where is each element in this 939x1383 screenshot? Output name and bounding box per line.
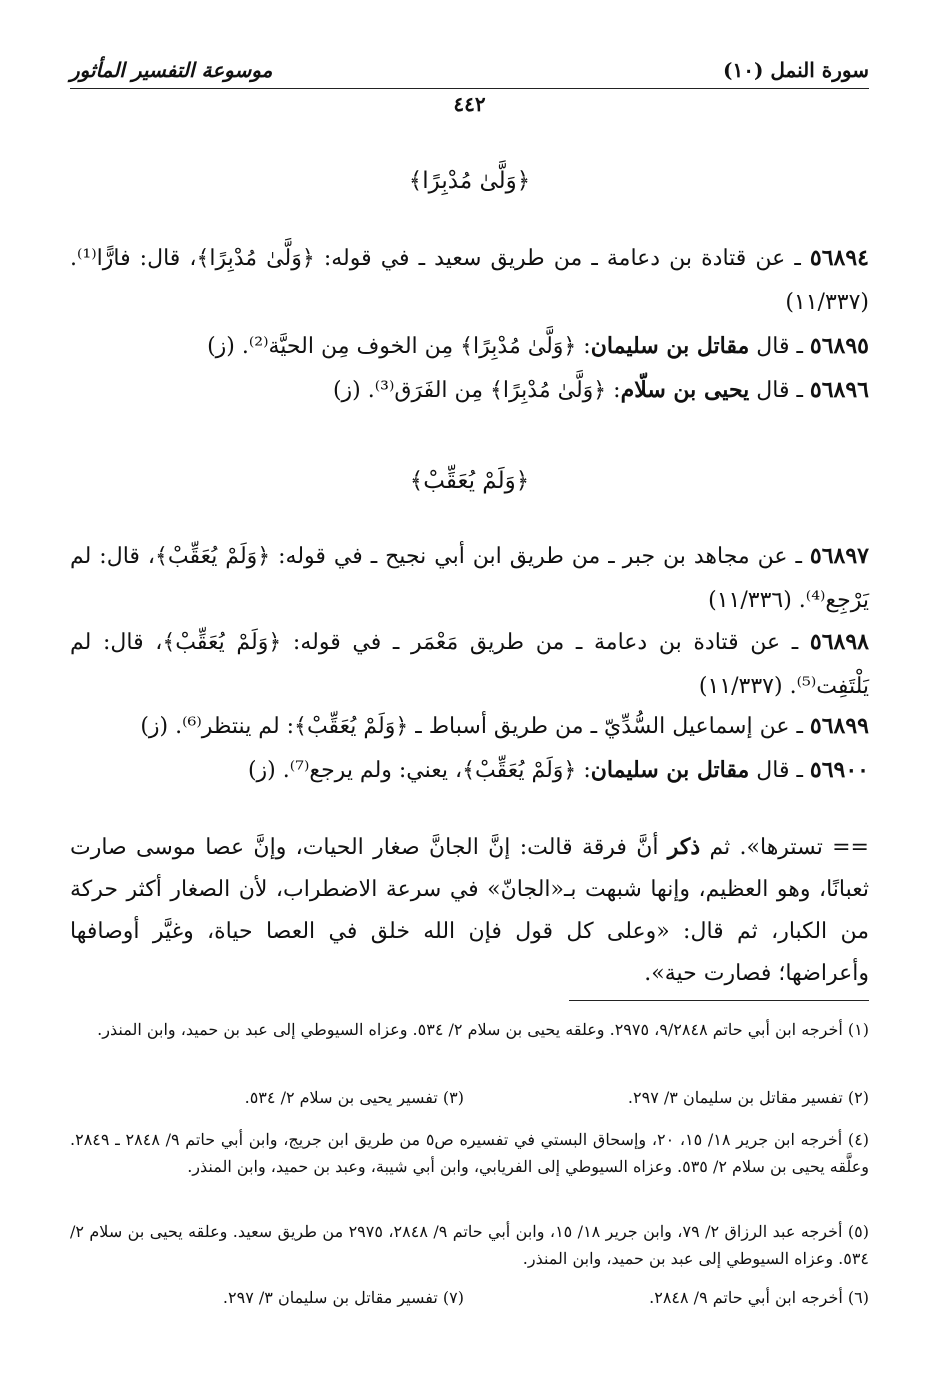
entry-text: ـ عن قتادة بن دعامة ـ من طريق مَعْمَر ـ في قوله: ﴿وَلَمْ يُعَقِّبْ﴾، قال: لم يَلْتَفِت⁽⁵⁾. (١١/٣٣٧) bbox=[70, 630, 869, 699]
entry-text: ـ قال bbox=[749, 758, 810, 783]
footnote-1: (١) أخرجه ابن أبي حاتم ٩/٢٨٤٨، ٢٩٧٥. وعلقه يحيى بن سلام ٢/ ٥٣٤. وعزاه السيوطي إلى عبد بن حميد، وابن المنذر. bbox=[97, 1020, 869, 1039]
footnote-7: (٧) تفسير مقاتل بن سليمان ٣/ ٢٩٧. bbox=[222, 1288, 464, 1307]
footnote-rule bbox=[569, 1000, 869, 1001]
surah-title: سورة النمل (١٠) bbox=[723, 58, 869, 82]
entry-56898 bbox=[70, 620, 869, 709]
entry-number: ٥٦٨٩٨ bbox=[809, 629, 869, 655]
entry-text: ـ عن مجاهد بن جبر ـ من طريق ابن أبي نجيح ـ في قوله: ﴿وَلَمْ يُعَقِّبْ﴾، قال: لم يَرْجِع⁽⁴⁾. (١١/٣٣٦) bbox=[70, 544, 869, 613]
speaker-name: مقاتل بن سليمان bbox=[590, 757, 750, 783]
note-text: أنَّ فرقة قالت: إنَّ الجانَّ صغار الحيات، وإنَّ عصا موسى صارت ثعبانًا، وهو العظيم، وإنها شبهت بـ«الجانّ» في سرعة الاضطراب، لأن الصغار أكثر حركة من الكبار، ثم قال: «وعلى كل قول فإن الله خلق في العصا حياة، وغيَّر أوصافها وأعراضها؛ فصارت حية». bbox=[70, 835, 869, 986]
footnote-4: (٤) أخرجه ابن جرير ١٨/ ١٥، ٢٠، وإسحاق البستي في تفسيره ص٥ من طريق ابن جريج، وابن أبي حاتم ٩/ ٢٨٤٨ ـ ٢٨٤٩. وعلَّقه يحيى بن سلام ٢/ ٥٣٥. وعزاه السيوطي إلى الفريابي، وابن أبي شيبة، وعبد بن حميد، وابن المنذر. bbox=[70, 1130, 870, 1176]
footnote-pair-2-3 bbox=[70, 1084, 869, 1111]
entry-text: ـ قال bbox=[749, 378, 810, 403]
footnote-5: (٥) أخرجه عبد الرزاق ٢/ ٧٩، وابن جرير ١٨/ ١٥، وابن أبي حاتم ٩/ ٢٨٤٨، ٢٩٧٥ من طريق سعيد. وعلقه يحيى بن سلام ٢/ ٥٣٤. وعزاه السيوطي إلى عبد بن حميد، وابن المنذر. bbox=[70, 1222, 869, 1268]
entry-56894 bbox=[70, 236, 869, 325]
note-bold: ذكر bbox=[667, 834, 701, 860]
footnote-3: (٣) تفسير يحيى بن سلام ٢/ ٥٣٤. bbox=[244, 1088, 464, 1107]
entry-56897 bbox=[70, 534, 869, 623]
entry-number: ٥٦٨٩٦ bbox=[809, 377, 869, 403]
footnote-6: (٦) أخرجه ابن أبي حاتم ٩/ ٢٨٤٨. bbox=[649, 1288, 869, 1307]
entry-56896 bbox=[70, 368, 869, 413]
entry-text: ـ عن إسماعيل السُّدِّيّ ـ من طريق أسباط ـ ﴿وَلَمْ يُعَقِّبْ﴾: لم ينتظر⁽⁶⁾. (ز) bbox=[140, 714, 810, 739]
book-title: موسوعة التفسير المأثور bbox=[70, 58, 273, 82]
entry-56899 bbox=[70, 704, 869, 749]
entry-number: ٥٦٨٩٥ bbox=[809, 333, 869, 359]
section-heading-2: ﴿وَلَمْ يُعَقِّبْ﴾ bbox=[409, 468, 530, 494]
entry-number: ٥٦٨٩٩ bbox=[809, 713, 869, 739]
continuation-note bbox=[70, 826, 869, 995]
section-heading-1: ﴿وَلَّىٰ مُدْبِرًا﴾ bbox=[408, 168, 531, 194]
note-text: == تسترها». ثم bbox=[700, 835, 869, 860]
speaker-name: مقاتل بن سليمان bbox=[590, 333, 750, 359]
page-header bbox=[70, 58, 869, 118]
entry-text: : ﴿وَلَّىٰ مُدْبِرًا﴾ مِن الخوف مِن الحيَّة⁽²⁾. (ز) bbox=[207, 334, 591, 359]
entry-number: ٥٦٨٩٧ bbox=[809, 543, 869, 569]
entry-text: : ﴿وَلَمْ يُعَقِّبْ﴾، يعني: ولم يرجع⁽⁷⁾. (ز) bbox=[247, 758, 591, 783]
entry-number: ٥٦٩٠٠ bbox=[809, 757, 869, 783]
speaker-name: يحيى بن سلّام bbox=[620, 377, 750, 403]
page-number: ٤٤٢ bbox=[439, 92, 499, 116]
entry-text: ـ عن قتادة بن دعامة ـ من طريق سعيد ـ في قوله: ﴿وَلَّىٰ مُدْبِرًا﴾، قال: فارًّا⁽¹⁾. (١١/٣٣٧) bbox=[70, 246, 869, 315]
entry-56900 bbox=[70, 748, 869, 793]
footnote-2: (٢) تفسير مقاتل بن سليمان ٣/ ٢٩٧. bbox=[627, 1088, 869, 1107]
footnote-pair-6-7 bbox=[70, 1284, 869, 1311]
entry-56895 bbox=[70, 324, 869, 369]
entry-text: ـ قال bbox=[749, 334, 810, 359]
header-rule bbox=[70, 88, 869, 89]
entry-text: : ﴿وَلَّىٰ مُدْبِرًا﴾ مِن الفَرَق⁽³⁾. (ز) bbox=[332, 378, 621, 403]
entry-number: ٥٦٨٩٤ bbox=[809, 245, 869, 271]
